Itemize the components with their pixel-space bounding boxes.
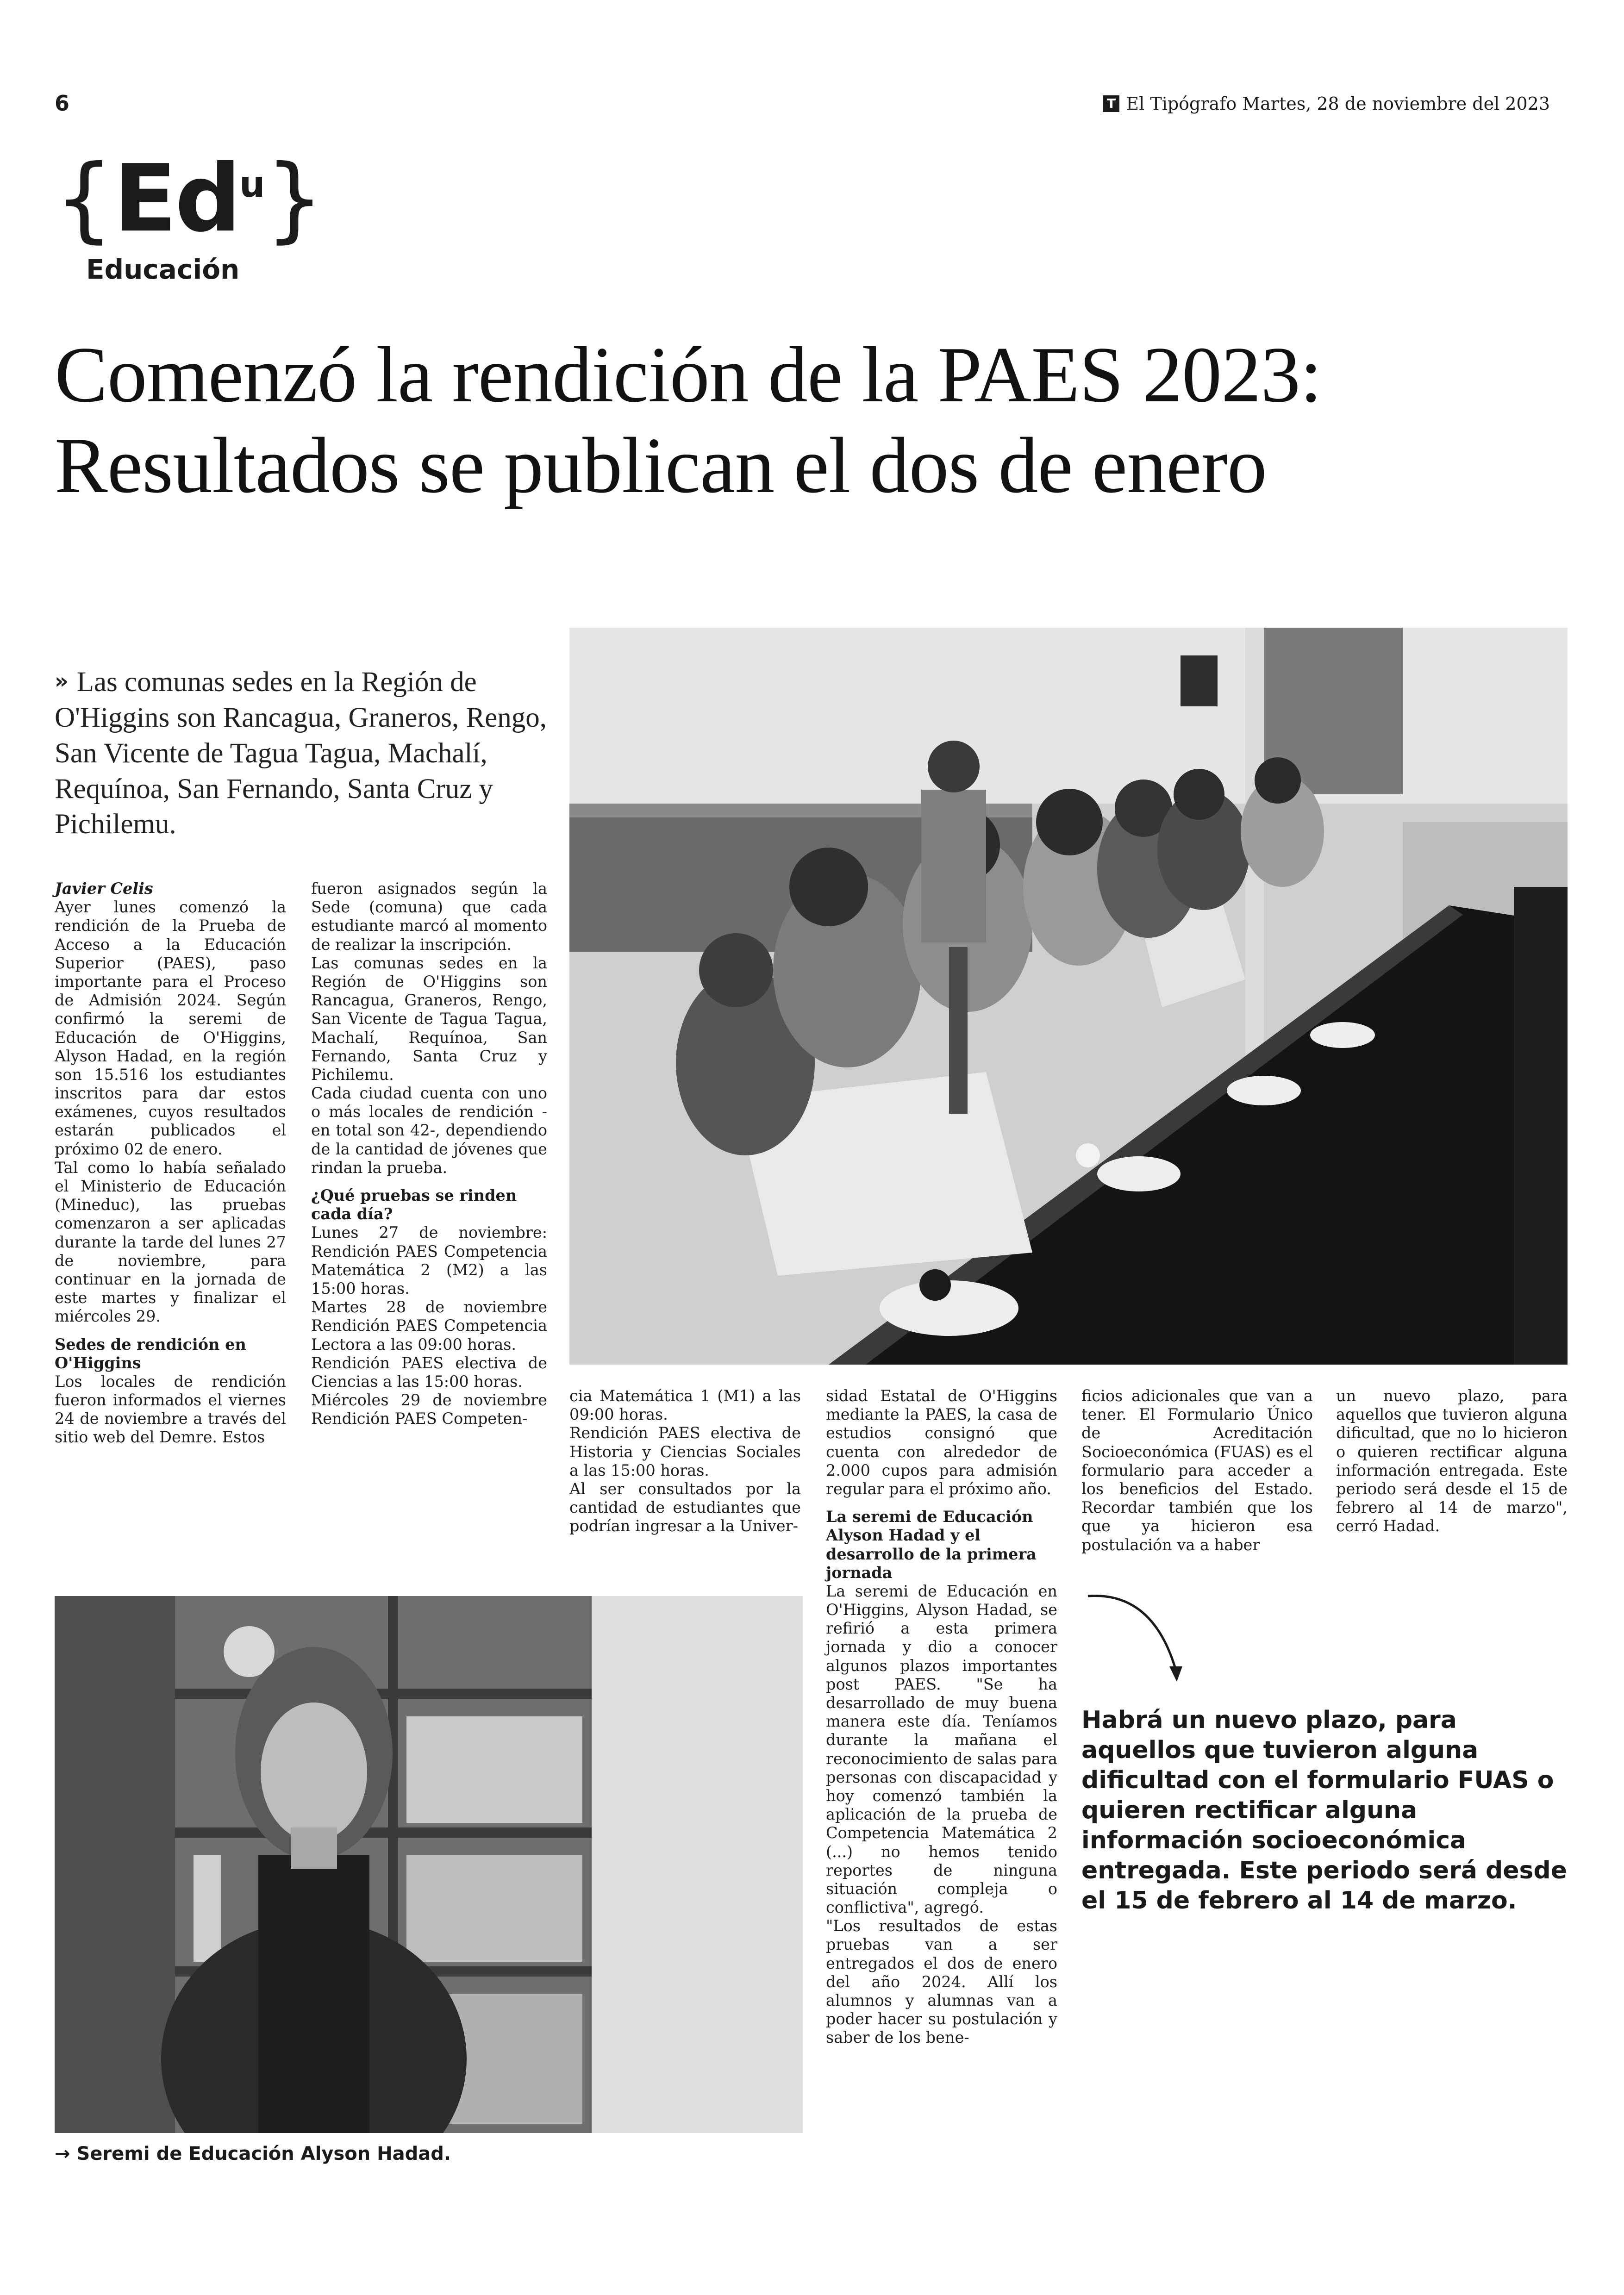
paragraph: Los locales de rendición fueron informados el viernes 24 de noviembre a través del sitio web del Demre. Estos: [55, 1372, 286, 1447]
paragraph: fueron asignados según la Sede (comuna) que cada estudiante marcó al momento de realizar la inscripción.: [311, 879, 547, 954]
seremi-portrait-photo: [55, 1596, 803, 2133]
paragraph: Cada ciudad cuenta con uno o más locales de rendición -en total son 42-, dependiendo de la cantidad de jóvenes que rindan la prueba.: [311, 1084, 547, 1177]
article-column-5: [1081, 1387, 1313, 1554]
paragraph: Las comunas sedes en la Región de O'Higgins son Rancagua, Graneros, Rengo, San Vicente de Tagua Tagua, Machalí, Requínoa, San Fernando, Santa Cruz y Pichilemu.: [311, 954, 547, 1084]
students-meeting-photo: [569, 628, 1568, 1365]
paragraph: Ayer lunes comenzó la rendición de la Prueba de Acceso a la Educación Superior (PAES), paso importante para el Proceso de Admisión 2024. Según confirmó la seremi de Educación de O'Higgins, Alyson Hadad, en la región son 15.516 los estudiantes inscritos para dar estos exámenes, cuyos resultados estarán publicados el próximo 02 de enero.: [55, 898, 286, 1158]
paragraph: Rendición PAES electiva de Historia y Ciencias Sociales a las 15:00 horas.: [569, 1424, 801, 1479]
subheading: La seremi de Educación Alyson Hadad y el desarrollo de la primera jornada: [826, 1508, 1037, 1582]
paragraph: ficios adicionales que van a tener. El Formulario Único de Acreditación Socioeconómica (FUAS) es el formulario para acceder a los beneficios del Estado. Recordar también que los que ya hicieron esa postulación va a haber: [1081, 1387, 1313, 1554]
headline-line-1: Comenzó la rendición de la PAES 2023:: [55, 331, 1322, 419]
paragraph: sidad Estatal de O'Higgins mediante la PAES, la casa de estudios consignó que cuenta con alrededor de 2.000 cupos para admisión regular para el próximo año.: [826, 1387, 1057, 1498]
newspaper-logo-icon: T: [1103, 95, 1119, 112]
caption-text: Seremi de Educación Alyson Hadad.: [76, 2143, 451, 2164]
logo-ed: Ed: [113, 145, 240, 253]
paragraph: Al ser consultados por la cantidad de estudiantes que podrían ingresar a la Univer-: [569, 1479, 801, 1535]
pull-quote: Habrá un nuevo plazo, para aquellos que tuvieron alguna dificultad con el formulario FUAS o quieren rectificar alguna información socioeconómica entregada. Este periodo será desde el 15 de febrero al 14 de marzo.: [1081, 1706, 1567, 1915]
section-logo: [55, 145, 324, 253]
section-label: Educación: [86, 254, 240, 285]
paragraph: "Los resultados de estas pruebas van a ser entregados el dos de enero del año 2024. Allí los alumnos y alumnas van a poder hacer su postulación y saber de los bene-: [826, 1917, 1057, 2047]
subheading: ¿Qué pruebas se rinden cada día?: [311, 1186, 517, 1223]
lead-text: Las comunas sedes en la Región de O'Higgins son Rancagua, Graneros, Rengo, San Vicente de Tagua Tagua, Machalí, Requínoa, San Fernando, Santa Cruz y Pichilemu.: [55, 667, 547, 840]
paragraph: Miércoles 29 de noviembre Rendición PAES Competen-: [311, 1391, 547, 1428]
logo-brace-close: }: [265, 145, 324, 253]
headline: [55, 330, 1564, 511]
page-number: 6: [55, 91, 70, 116]
article-column-3: [569, 1387, 801, 1536]
paragraph: cia Matemática 1 (M1) a las 09:00 horas.: [569, 1387, 801, 1424]
article-column-6: [1336, 1387, 1568, 1536]
paragraph: Martes 28 de noviembre Rendición PAES Competencia Lectora a las 09:00 horas.: [311, 1298, 547, 1353]
masthead: [1103, 94, 1550, 114]
article-column-1: [55, 879, 286, 1447]
paragraph: un nuevo plazo, para aquellos que tuvieron alguna dificultad, que no lo hicieron o quieren rectificar alguna información entregada. Este periodo será desde el 15 de febrero al 14 de marzo", cerró Hadad.: [1336, 1387, 1568, 1535]
logo-brace-open: {: [55, 145, 114, 253]
paragraph: Rendición PAES electiva de Ciencias a las 15:00 horas.: [311, 1353, 547, 1391]
paragraph: Tal como lo había señalado el Ministerio de Educación (Mineduc), las pruebas comenzaron a ser aplicadas durante la tarde del lunes 27 de noviembre, para continuar en la jornada de este martes y finalizar el miércoles 29.: [55, 1158, 286, 1326]
article-column-4: [826, 1387, 1057, 2047]
logo-superscript: u: [239, 164, 265, 206]
masthead-text: El Tipógrafo Martes, 28 de noviembre del 2023: [1126, 94, 1550, 114]
lead-paragraph: [55, 665, 550, 842]
lead-marker-icon: »: [55, 668, 69, 693]
paragraph: Lunes 27 de noviembre: Rendición PAES Competencia Matemática 2 (M2) a las 15:00 horas.: [311, 1223, 547, 1297]
curved-arrow-icon: [1083, 1587, 1190, 1693]
arrow-right-icon: →: [55, 2143, 70, 2164]
subheading: Sedes de rendición en O'Higgins: [55, 1335, 246, 1372]
byline: Javier Celis: [55, 879, 153, 898]
photo-caption: [55, 2143, 451, 2164]
paragraph: La seremi de Educación en O'Higgins, Alyson Hadad, se refirió a esta primera jornada y dio a conocer algunos plazos importantes post PAES. "Se ha desarrollado de muy buena manera este día. Teníamos durante la mañana el reconocimiento de salas para personas con discapacidad y hoy comenzó también la aplicación de la prueba de Competencia Matemática 2 (...) no hemos tenido reportes de ninguna situación compleja o conflictiva", agregó.: [826, 1582, 1057, 1917]
article-column-2: [311, 879, 547, 1428]
headline-line-2: Resultados se publican el dos de enero: [55, 422, 1267, 510]
